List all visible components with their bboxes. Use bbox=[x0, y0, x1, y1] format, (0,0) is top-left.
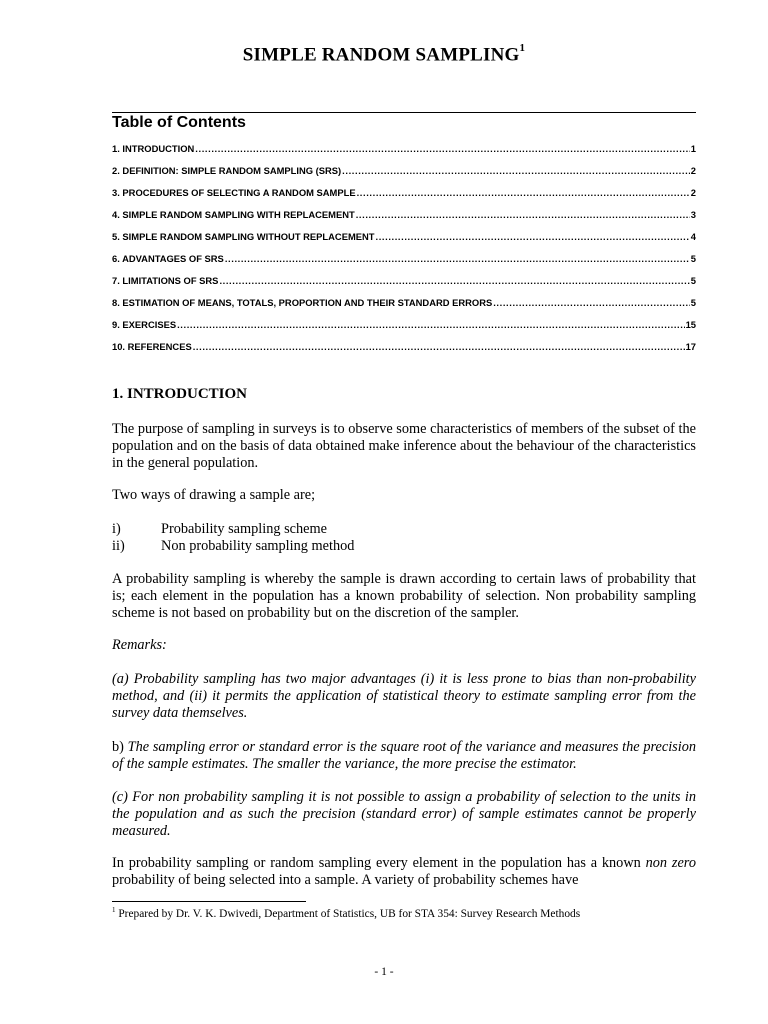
remark-b bbox=[112, 739, 696, 773]
title-footnote-mark[interactable]: 1 bbox=[519, 42, 526, 54]
table-of-contents bbox=[112, 143, 696, 363]
list-item-number: ii) bbox=[112, 538, 125, 554]
toc-entry-page: 5 bbox=[690, 253, 696, 264]
remark-c: (c) For non probability sampling it is not possible to assign a probability of selection to the units in the population and as such the precision (standard error) of sample estimates cannot be properly measured. bbox=[112, 789, 696, 839]
toc-entry[interactable] bbox=[112, 165, 696, 187]
toc-entry[interactable] bbox=[112, 297, 696, 319]
page-number: - 1 - bbox=[374, 966, 394, 978]
toc-leader-dots bbox=[225, 253, 690, 264]
toc-leader-dots bbox=[356, 209, 690, 220]
toc-leader-dots bbox=[357, 187, 690, 198]
para4-italic: non zero bbox=[645, 855, 696, 871]
toc-entry-page: 15 bbox=[685, 319, 696, 330]
toc-entry-page: 1 bbox=[690, 143, 696, 154]
remarks-label: Remarks: bbox=[112, 637, 167, 653]
intro-paragraph-3: A probability sampling is whereby the sample is drawn according to certain laws of probability that is; each element in the population has a known probability of selection. Non probability sampling scheme is not based on probability but on the discretion of the sampler. bbox=[112, 571, 696, 621]
remark-b-prefix: b) bbox=[112, 739, 128, 755]
toc-entry-page: 4 bbox=[690, 231, 696, 242]
sampling-types-list bbox=[112, 521, 696, 555]
toc-entry-label: 1. INTRODUCTION bbox=[112, 143, 195, 154]
list-item bbox=[112, 538, 696, 555]
remark-b-text: The sampling error or standard error is the square root of the variance and measures the precision of the sample estimates bbox=[112, 739, 696, 772]
list-item-number: i) bbox=[112, 521, 121, 537]
toc-leader-dots bbox=[493, 297, 690, 308]
toc-entry-page: 5 bbox=[690, 297, 696, 308]
para4-end: probability of being selected into a sample. A variety of probability schemes have bbox=[112, 872, 579, 888]
toc-entry-label: 2. DEFINITION: SIMPLE RANDOM SAMPLING (SRS) bbox=[112, 165, 342, 176]
toc-entry-page: 17 bbox=[685, 341, 696, 352]
intro-paragraph-1: The purpose of sampling in surveys is to observe some characteristics of members of the subset of the population and on the basis of data obtained make inference about the behaviour of the characteristics in the general population. bbox=[112, 421, 696, 471]
toc-entry[interactable] bbox=[112, 275, 696, 297]
list-item-text: Probability sampling scheme bbox=[161, 521, 327, 537]
toc-entry[interactable] bbox=[112, 143, 696, 165]
para4-start: In probability sampling or random sampling every element in the population has a known bbox=[112, 855, 646, 871]
toc-entry[interactable] bbox=[112, 209, 696, 231]
toc-leader-dots bbox=[195, 143, 689, 154]
remark-a: (a) Probability sampling has two major advantages (i) it is less prone to bias than non-probability method, and (ii) it permits the application of statistical theory to estimate sampling error from the survey data themselves. bbox=[112, 671, 696, 721]
footnote-mark: 1 bbox=[112, 906, 116, 914]
list-item-text: Non probability sampling method bbox=[161, 538, 355, 554]
toc-leader-dots bbox=[177, 319, 684, 330]
section-heading-introduction: 1. INTRODUCTION bbox=[112, 386, 248, 402]
toc-entry[interactable] bbox=[112, 231, 696, 253]
remark-b-suffix: . The smaller the variance, the more precise the estimator. bbox=[245, 756, 577, 772]
toc-entry-page: 2 bbox=[690, 187, 696, 198]
toc-top-rule bbox=[112, 112, 696, 113]
intro-paragraph-4 bbox=[112, 855, 696, 889]
toc-entry[interactable] bbox=[112, 319, 696, 341]
toc-leader-dots bbox=[193, 341, 685, 352]
toc-entry-page: 2 bbox=[690, 165, 696, 176]
toc-entry-label: 3. PROCEDURES OF SELECTING A RANDOM SAMPLE bbox=[112, 187, 356, 198]
toc-entry-page: 5 bbox=[690, 275, 696, 286]
toc-entry[interactable] bbox=[112, 253, 696, 275]
toc-entry-label: 7. LIMITATIONS OF SRS bbox=[112, 275, 219, 286]
toc-leader-dots bbox=[219, 275, 689, 286]
toc-entry-label: 4. SIMPLE RANDOM SAMPLING WITH REPLACEMENT bbox=[112, 209, 355, 220]
title-text: SIMPLE RANDOM SAMPLING bbox=[242, 44, 520, 66]
toc-entry[interactable] bbox=[112, 341, 696, 363]
toc-entry[interactable] bbox=[112, 187, 696, 209]
footnote bbox=[112, 906, 580, 920]
toc-leader-dots bbox=[342, 165, 690, 176]
toc-leader-dots bbox=[376, 231, 690, 242]
footnote-rule bbox=[112, 901, 306, 902]
toc-entry-label: 5. SIMPLE RANDOM SAMPLING WITHOUT REPLACEMENT bbox=[112, 231, 375, 242]
intro-paragraph-2: Two ways of drawing a sample are; bbox=[112, 487, 316, 503]
toc-entry-page: 3 bbox=[690, 209, 696, 220]
toc-heading: Table of Contents bbox=[112, 114, 246, 131]
toc-entry-label: 6. ADVANTAGES OF SRS bbox=[112, 253, 224, 264]
list-item bbox=[112, 521, 696, 538]
document-title bbox=[0, 44, 768, 66]
toc-entry-label: 9. EXERCISES bbox=[112, 319, 177, 330]
toc-entry-label: 10. REFERENCES bbox=[112, 341, 192, 352]
footnote-text: Prepared by Dr. V. K. Dwivedi, Department of Statistics, UB for STA 354: Survey Research Methods bbox=[115, 907, 581, 920]
toc-entry-label: 8. ESTIMATION OF MEANS, TOTALS, PROPORTION AND THEIR STANDARD ERRORS bbox=[112, 297, 493, 308]
